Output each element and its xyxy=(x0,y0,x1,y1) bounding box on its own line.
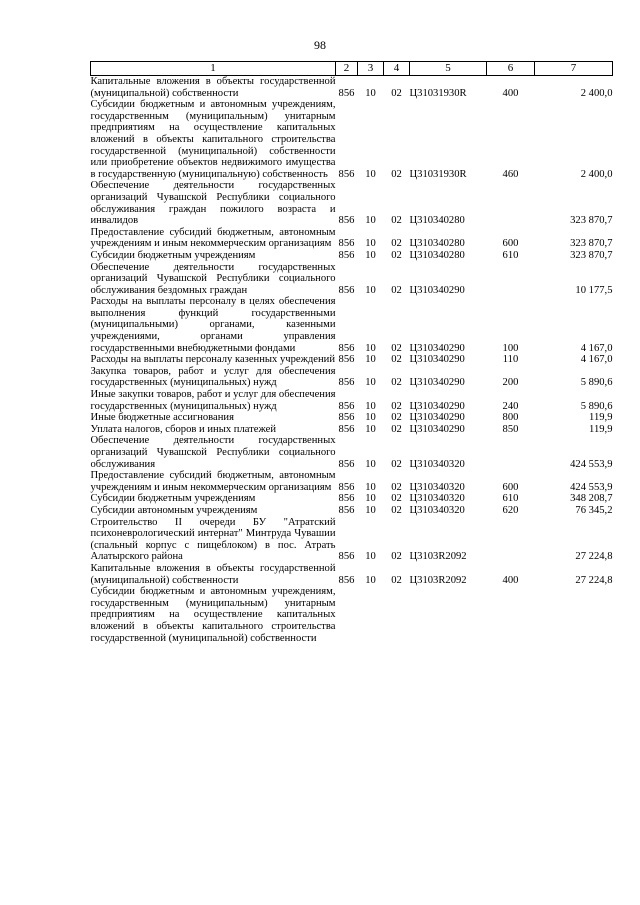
ministry-code: 856 xyxy=(338,284,355,296)
section-code: 10 xyxy=(365,458,376,470)
item-name: Расходы на выплаты персоналу в целях обеспечения выполнения функций государственными (муниципальными) органами, казенными учреждениями, органами управления государственными внебюджетными фондами xyxy=(90,296,336,354)
table-row xyxy=(91,366,613,389)
item-name: Иные закупки товаров, работ и услуг для обеспечения государственных (муниципальных) нужд xyxy=(90,389,336,412)
item-name: Субсидии автономным учреждениям xyxy=(90,504,258,516)
expense-type: 400 xyxy=(502,574,519,586)
column-header-2: 2 xyxy=(336,62,358,76)
ministry-code: 856 xyxy=(338,504,355,516)
subsection-code xyxy=(384,586,410,644)
target-article: Ц3103R2092 xyxy=(409,551,467,563)
section-code: 10 xyxy=(365,168,376,180)
section-code xyxy=(358,586,384,644)
expense-type: 620 xyxy=(502,504,519,516)
amount: 10 177,5 xyxy=(575,284,613,296)
expense-type: 200 xyxy=(502,377,519,389)
ministry-code: 856 xyxy=(338,249,355,261)
expense-type: 110 xyxy=(502,354,519,366)
ministry-code: 856 xyxy=(338,481,355,493)
target-article: Ц310340290 xyxy=(409,284,465,296)
ministry-code: 856 xyxy=(338,342,355,354)
target-article: Ц31031930R xyxy=(409,87,467,99)
amount xyxy=(535,586,613,644)
subsection-code: 02 xyxy=(391,551,402,563)
target-article: Ц310340320 xyxy=(409,458,465,470)
table-row xyxy=(91,354,613,366)
target-article: Ц310340280 xyxy=(409,215,465,227)
ministry-code: 856 xyxy=(338,215,355,227)
target-article: Ц310340320 xyxy=(409,504,465,516)
section-code: 10 xyxy=(365,342,376,354)
subsection-code: 02 xyxy=(391,354,402,366)
subsection-code: 02 xyxy=(391,284,402,296)
item-name: Иные бюджетные ассигнования xyxy=(90,412,234,424)
item-name: Закупка товаров, работ и услуг для обеспечения государственных (муниципальных) нужд xyxy=(90,365,336,389)
item-name: Субсидии бюджетным и автономным учреждениям, государственным (муниципальным) унитарным предприятиям на осуществление капитальных вложений в объекты капитального строительства государственной (муниципальной) собственности xyxy=(90,586,336,644)
item-name: Обеспечение деятельности государственных организаций Чувашской Республики социального обслуживания бездомных граждан xyxy=(90,261,336,296)
target-article: Ц31031930R xyxy=(409,168,467,180)
subsection-code: 02 xyxy=(391,168,402,180)
subsection-code: 02 xyxy=(391,423,402,435)
item-name: Обеспечение деятельности государственных организаций Чувашской Республики социального обслуживания xyxy=(90,435,336,470)
table-row xyxy=(91,424,613,436)
amount: 119,9 xyxy=(589,423,613,435)
subsection-code: 02 xyxy=(391,87,402,99)
target-article: Ц310340290 xyxy=(409,423,465,435)
ministry-code: 856 xyxy=(338,377,355,389)
section-code: 10 xyxy=(365,400,376,412)
expense-type: 400 xyxy=(502,87,519,99)
ministry-code: 856 xyxy=(338,354,355,366)
table-row xyxy=(91,517,613,563)
table-row xyxy=(91,435,613,470)
target-article: Ц310340290 xyxy=(409,412,465,424)
table-row xyxy=(91,262,613,297)
section-code: 10 xyxy=(365,493,376,505)
ministry-code xyxy=(336,586,358,644)
amount: 4 167,0 xyxy=(580,342,613,354)
target-article: Ц310340320 xyxy=(409,493,465,505)
section-code: 10 xyxy=(365,377,376,389)
amount: 119,9 xyxy=(589,412,613,424)
table-row xyxy=(91,412,613,424)
amount: 27 224,8 xyxy=(575,551,613,563)
subsection-code: 02 xyxy=(391,342,402,354)
ministry-code: 856 xyxy=(338,168,355,180)
section-code: 10 xyxy=(365,551,376,563)
section-code: 10 xyxy=(365,215,376,227)
subsection-code: 02 xyxy=(391,504,402,516)
table-row xyxy=(91,389,613,412)
target-article: Ц310340320 xyxy=(409,481,465,493)
item-name: Расходы на выплаты персоналу казенных учреждений xyxy=(90,354,335,366)
amount: 348 208,7 xyxy=(570,493,613,505)
subsection-code: 02 xyxy=(391,249,402,261)
amount: 424 553,9 xyxy=(570,458,613,470)
amount: 323 870,7 xyxy=(570,215,613,227)
table-body xyxy=(91,76,613,645)
expense-type xyxy=(487,586,535,644)
section-code: 10 xyxy=(365,238,376,250)
subsection-code: 02 xyxy=(391,400,402,412)
table-row xyxy=(91,586,613,644)
ministry-code: 856 xyxy=(338,238,355,250)
amount: 76 345,2 xyxy=(575,504,613,516)
section-code: 10 xyxy=(365,481,376,493)
subsection-code: 02 xyxy=(391,412,402,424)
subsection-code: 02 xyxy=(391,493,402,505)
target-article: Ц310340290 xyxy=(409,377,465,389)
target-article: Ц310340280 xyxy=(409,249,465,261)
subsection-code: 02 xyxy=(391,215,402,227)
expense-type: 460 xyxy=(502,168,519,180)
target-article xyxy=(410,586,487,644)
section-code: 10 xyxy=(365,354,376,366)
amount: 323 870,7 xyxy=(570,238,613,250)
item-name: Капитальные вложения в объекты государственной (муниципальной) собственности xyxy=(90,562,336,586)
item-name: Субсидии бюджетным учреждениям xyxy=(90,249,256,261)
item-name: Обеспечение деятельности государственных организаций Чувашской Республики социального обслуживания граждан пожилого возраста и инвалидов xyxy=(90,180,336,227)
table-row xyxy=(91,493,613,505)
amount: 4 167,0 xyxy=(580,354,613,366)
table-row xyxy=(91,99,613,180)
ministry-code: 856 xyxy=(338,458,355,470)
subsection-code: 02 xyxy=(391,481,402,493)
column-header-1: 1 xyxy=(91,62,336,76)
table-row xyxy=(91,180,613,226)
table-row xyxy=(91,296,613,354)
table-row xyxy=(91,563,613,586)
column-header-4: 4 xyxy=(384,62,410,76)
expense-type xyxy=(487,180,535,226)
item-name: Капитальные вложения в объекты государственной (муниципальной) собственности xyxy=(90,76,336,99)
subsection-code: 02 xyxy=(391,458,402,470)
item-name: Субсидии бюджетным и автономным учреждениям, государственным (муниципальным) унитарным предприятиям на осуществление капитальных вложений в объекты капитального строительства государственной (муниципальной) собственности или приобретение объектов недвижимого имущества в государственную (муниципальную) собственность xyxy=(90,99,336,180)
amount: 2 400,0 xyxy=(580,168,613,180)
subsection-code: 02 xyxy=(391,377,402,389)
ministry-code: 856 xyxy=(338,423,355,435)
section-code: 10 xyxy=(365,412,376,424)
item-name: Строительство II очереди БУ "Атратский психоневрологический интернат" Минтруда Чувашии (спальный корпус с пищеблоком) в пос. Атрать Алатырского района xyxy=(90,516,336,563)
expense-type: 240 xyxy=(502,400,519,412)
expense-type: 610 xyxy=(502,493,519,505)
amount: 5 890,6 xyxy=(580,400,613,412)
target-article: Ц310340280 xyxy=(409,238,465,250)
expense-type: 850 xyxy=(502,423,519,435)
target-article: Ц310340290 xyxy=(409,354,465,366)
expense-type: 100 xyxy=(502,342,519,354)
table-row xyxy=(91,227,613,250)
section-code: 10 xyxy=(365,504,376,516)
amount: 5 890,6 xyxy=(580,377,613,389)
table-row xyxy=(91,250,613,262)
table-header-row xyxy=(91,62,613,76)
column-header-7: 7 xyxy=(535,62,613,76)
amount: 27 224,8 xyxy=(575,574,613,586)
column-header-6: 6 xyxy=(487,62,535,76)
ministry-code: 856 xyxy=(338,493,355,505)
ministry-code: 856 xyxy=(338,87,355,99)
section-code: 10 xyxy=(365,574,376,586)
column-header-3: 3 xyxy=(358,62,384,76)
table-row xyxy=(91,76,613,100)
target-article: Ц310340290 xyxy=(409,342,465,354)
table-row xyxy=(91,505,613,517)
subsection-code: 02 xyxy=(391,238,402,250)
subsection-code: 02 xyxy=(391,574,402,586)
amount: 2 400,0 xyxy=(580,87,613,99)
expense-type: 600 xyxy=(502,238,519,250)
budget-table xyxy=(90,61,613,644)
amount: 424 553,9 xyxy=(570,481,613,493)
amount: 323 870,7 xyxy=(570,249,613,261)
ministry-code: 856 xyxy=(338,412,355,424)
item-name: Субсидии бюджетным учреждениям xyxy=(90,493,256,505)
section-code: 10 xyxy=(365,249,376,261)
table-row xyxy=(91,470,613,493)
section-code: 10 xyxy=(365,284,376,296)
ministry-code: 856 xyxy=(338,551,355,563)
item-name: Предоставление субсидий бюджетным, автономным учреждениям и иным некоммерческим организациям xyxy=(90,226,336,250)
expense-type: 800 xyxy=(502,412,519,424)
item-name: Предоставление субсидий бюджетным, автономным учреждениям и иным некоммерческим организациям xyxy=(90,470,336,493)
page-number: 98 xyxy=(314,38,326,52)
expense-type xyxy=(487,262,535,297)
section-code: 10 xyxy=(365,423,376,435)
item-name: Уплата налогов, сборов и иных платежей xyxy=(90,423,277,435)
target-article: Ц3103R2092 xyxy=(409,574,467,586)
expense-type: 600 xyxy=(502,481,519,493)
ministry-code: 856 xyxy=(338,400,355,412)
target-article: Ц310340290 xyxy=(409,400,465,412)
expense-type xyxy=(487,435,535,470)
expense-type: 610 xyxy=(502,249,519,261)
ministry-code: 856 xyxy=(338,574,355,586)
column-header-5: 5 xyxy=(410,62,487,76)
section-code: 10 xyxy=(365,87,376,99)
expense-type xyxy=(487,517,535,563)
